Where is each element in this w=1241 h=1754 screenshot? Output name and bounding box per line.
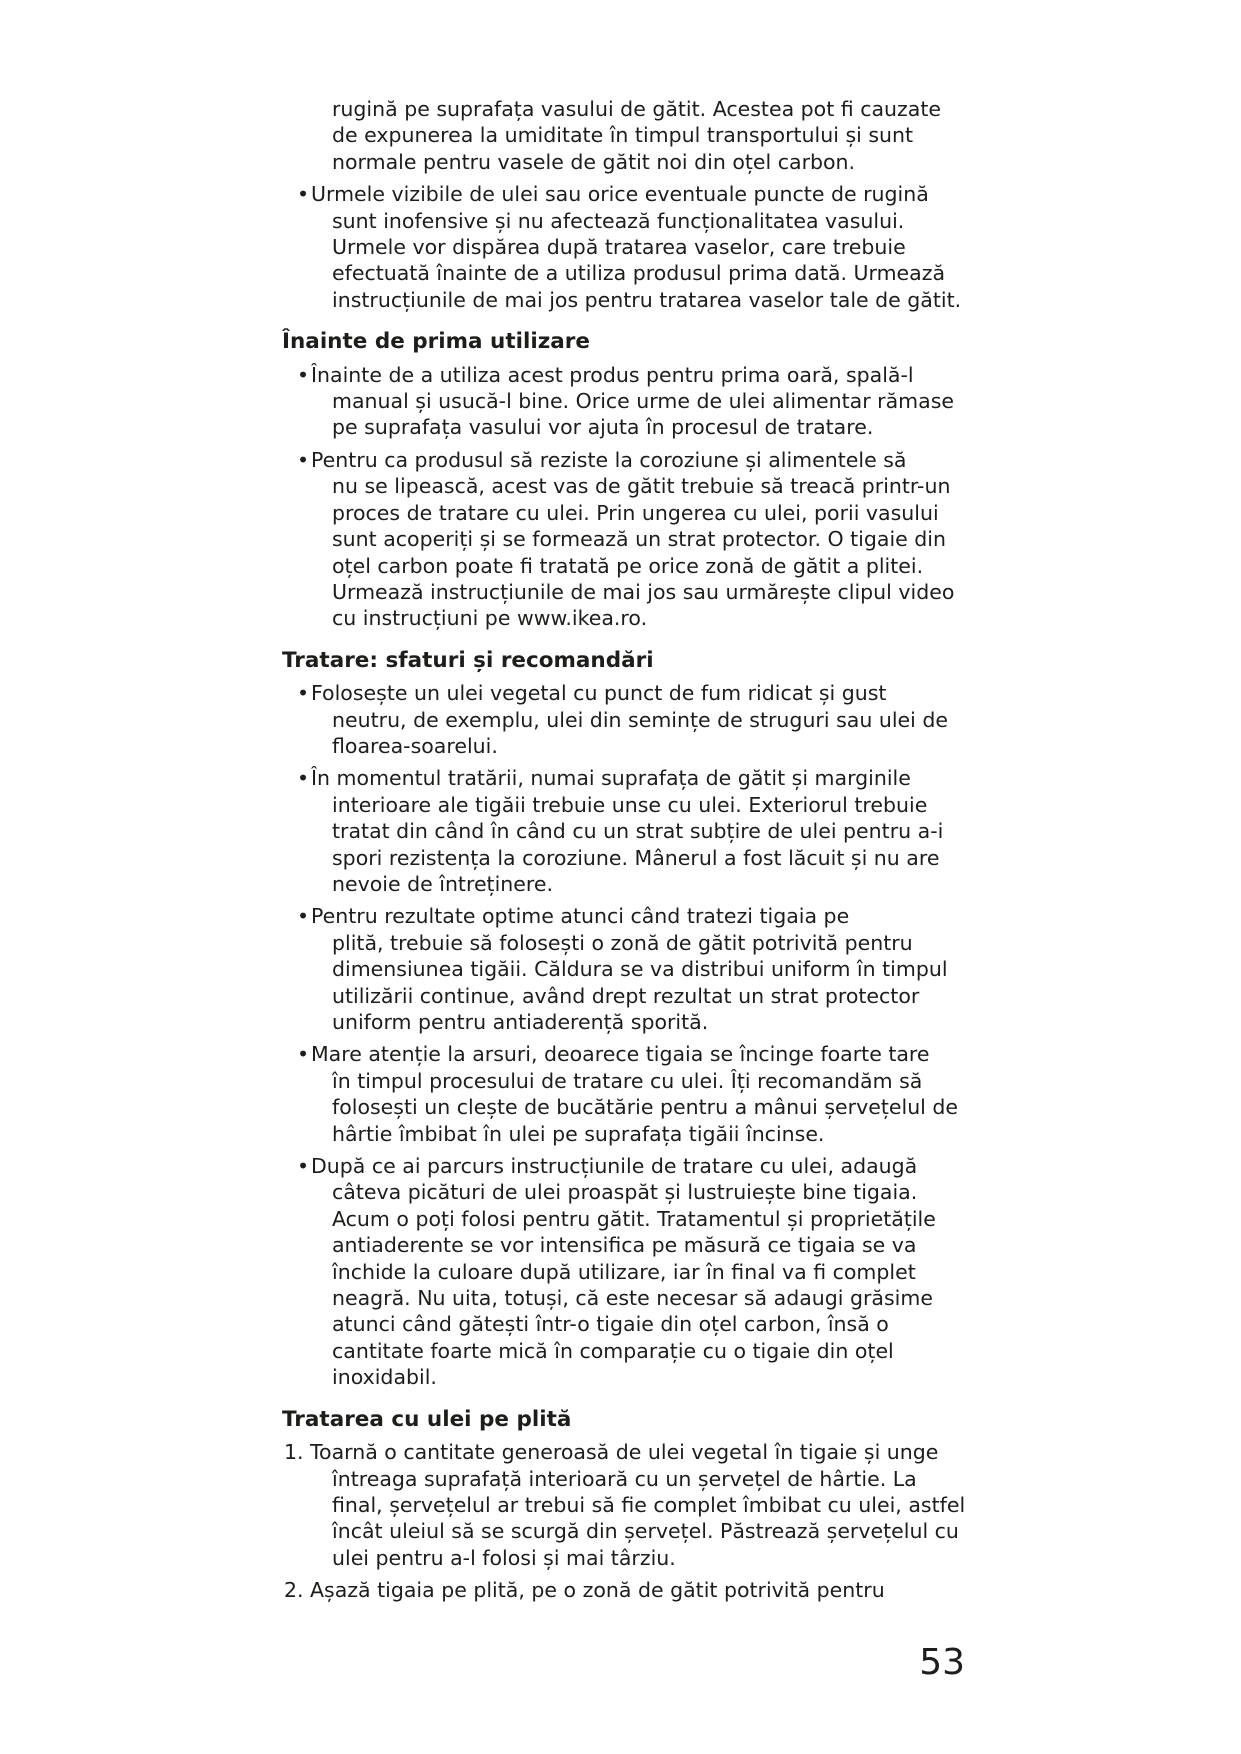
list-item [282, 447, 1002, 632]
text-span: Urmele vizibile de ulei sau orice eventuale puncte de rugină [311, 182, 929, 207]
text-line: proces de tratare cu ulei. Prin ungerea cu ulei, porii vasului [332, 500, 939, 525]
text-line: neutru, de exemplu, ulei din semințe de struguri sau ulei de [332, 707, 948, 732]
text-span: Înainte de a utiliza acest produs pentru prima oară, spală-l [311, 362, 914, 387]
section-heading: Tratare: sfaturi și recomandări [282, 647, 654, 673]
continued-paragraph [282, 96, 1002, 175]
text-line [282, 903, 1002, 929]
list-item [282, 680, 1002, 759]
text-line: atunci când gătești într-o tigaie din oțel carbon, însă o [332, 1312, 889, 1337]
text-span: Pentru rezultate optime atunci când tratezi tigaia pe [311, 904, 850, 929]
text-line: normale pentru vasele de gătit noi din oțel carbon. [332, 149, 856, 174]
text-line [282, 447, 1002, 473]
text-line: dimensiunea tigăii. Căldura se va distribui uniform în timpul [332, 957, 948, 982]
text-line: neagră. Nu uita, totuși, că este necesar să adaugi grăsime [332, 1286, 933, 1311]
text-line [282, 1577, 1002, 1603]
text-line: sunt acoperiți și se formează un strat protector. O tigaie din [332, 527, 946, 552]
text-line: utilizării continue, având drept rezultat un strat protector [332, 983, 920, 1008]
section-heading: Tratarea cu ulei pe plită [282, 1406, 572, 1432]
text-line [282, 362, 1002, 388]
text-line: cantitate foarte mică în comparație cu o tigaie din oțel [332, 1338, 894, 1363]
bullet-marker: • [297, 362, 310, 387]
number-marker: 2. [284, 1578, 304, 1603]
bullet-marker: • [297, 447, 310, 472]
text-line: tratat din când în când cu un strat subțire de ulei pentru a-i [332, 819, 944, 844]
text-line: în timpul procesului de tratare cu ulei. Îți recomandăm să [332, 1068, 923, 1093]
section-heading: Înainte de prima utilizare [282, 329, 590, 355]
text-line: final, șervețelul ar trebui să fie complet îmbibat cu ulei, astfel [332, 1492, 966, 1517]
text-line: cu instrucțiuni pe www.ikea.ro. [332, 606, 648, 631]
text-line [282, 765, 1002, 791]
number-marker: 1. [284, 1440, 304, 1465]
list-item [282, 362, 1002, 441]
numbered-step [282, 1439, 1002, 1571]
text-line: închide la culoare după utilizare, iar în final va fi complet [332, 1259, 916, 1284]
list-item [282, 765, 1002, 897]
text-line: floarea-soarelui. [332, 733, 498, 758]
text-line [282, 680, 1002, 706]
text-span: Toarnă o cantitate generoasă de ulei vegetal în tigaie și unge [310, 1440, 939, 1465]
text-line [282, 1041, 1002, 1067]
text-line: instrucțiunile de mai jos pentru tratarea vaselor tale de gătit. [332, 287, 962, 312]
text-line: uniform pentru antiaderență sporită. [332, 1010, 709, 1034]
bullet-marker: • [297, 681, 310, 706]
text-line: efectuată înainte de a utiliza produsul prima dată. Urmează [332, 261, 946, 286]
bullet-marker: • [297, 182, 310, 207]
text-line: Urmele vor dispărea după tratarea vaselor, care trebuie [332, 235, 906, 260]
numbered-step [282, 1577, 1002, 1603]
text-line: interioare ale tigăii trebuie unse cu ulei. Exteriorul trebuie [332, 792, 928, 817]
text-line: Urmează instrucțiunile de mai jos sau urmărește clipul video [332, 579, 955, 604]
text-line: încât uleiul să se scurgă din șervețel. Păstrează șervețelul cu [332, 1519, 959, 1544]
text-line: ulei pentru a-l folosi și mai târziu. [332, 1545, 676, 1570]
text-line: rugină pe suprafața vasului de gătit. Acestea pot fi cauzate [332, 97, 941, 121]
text-line: întreaga suprafață interioară cu un șervețel de hârtie. La [332, 1466, 917, 1491]
section-stovetop-seasoning [282, 1407, 1002, 1604]
section-seasoning-tips [282, 648, 1002, 1391]
text-line: oțel carbon poate fi tratată pe orice zonă de gătit a plitei. [332, 553, 924, 578]
text-line: Acum o poți folosi pentru gătit. Tratamentul și proprietățile [332, 1206, 936, 1231]
text-line: sunt inofensive și nu afectează funcționalitatea vasului. [332, 208, 905, 233]
text-line: nu se lipească, acest vas de gătit trebuie să treacă printr-un [332, 474, 951, 499]
text-span: După ce ai parcurs instrucțiunile de tratare cu ulei, adaugă [311, 1154, 918, 1179]
page-number: 53 [919, 1642, 965, 1683]
text-line: de expunerea la umiditate în timpul transportului și sunt [332, 123, 914, 148]
text-line [282, 1439, 1002, 1465]
bullet-marker: • [297, 904, 310, 929]
text-line: manual și usucă-l bine. Orice urme de ulei alimentar rămase [332, 389, 954, 414]
text-line: plită, trebuie să folosești o zonă de gătit potrivită pentru [332, 930, 913, 955]
list-item [282, 903, 1002, 1035]
text-span: Pentru ca produsul să reziste la coroziune și alimentele să [311, 447, 907, 472]
text-line: spori rezistența la coroziune. Mânerul a fost lăcuit și nu are [332, 845, 940, 870]
text-line: câteva picături de ulei proaspăt și lustruiește bine tigaia. [332, 1180, 918, 1205]
text-span: Folosește un ulei vegetal cu punct de fum ridicat și gust [311, 681, 887, 706]
document-body [282, 96, 1002, 1604]
list-item [282, 181, 1002, 313]
list-item [282, 1041, 1002, 1147]
bullet-marker: • [297, 766, 310, 791]
text-line: inoxidabil. [332, 1365, 437, 1390]
text-line: pe suprafața vasului vor ajuta în procesul de tratare. [332, 415, 874, 440]
text-line [282, 181, 1002, 207]
text-span: În momentul tratării, numai suprafața de gătit și marginile [311, 766, 911, 791]
text-line: hârtie îmbibat în ulei pe suprafața tigăii încinse. [332, 1121, 825, 1146]
text-span: Mare atenție la arsuri, deoarece tigaia se încinge foarte tare [311, 1042, 930, 1067]
list-item [282, 1153, 1002, 1391]
bullet-marker: • [297, 1154, 310, 1179]
text-line: antiaderente se vor intensifica pe măsură ce tigaia se va [332, 1233, 917, 1258]
bullet-marker: • [297, 1042, 310, 1067]
text-line: nevoie de întreținere. [332, 871, 554, 896]
text-span: Așază tigaia pe plită, pe o zonă de gătit potrivită pentru [310, 1578, 885, 1603]
section-before-first-use [282, 329, 1002, 631]
text-line [282, 1153, 1002, 1179]
text-line: folosești un clește de bucătărie pentru a mânui șervețelul de [332, 1095, 959, 1120]
